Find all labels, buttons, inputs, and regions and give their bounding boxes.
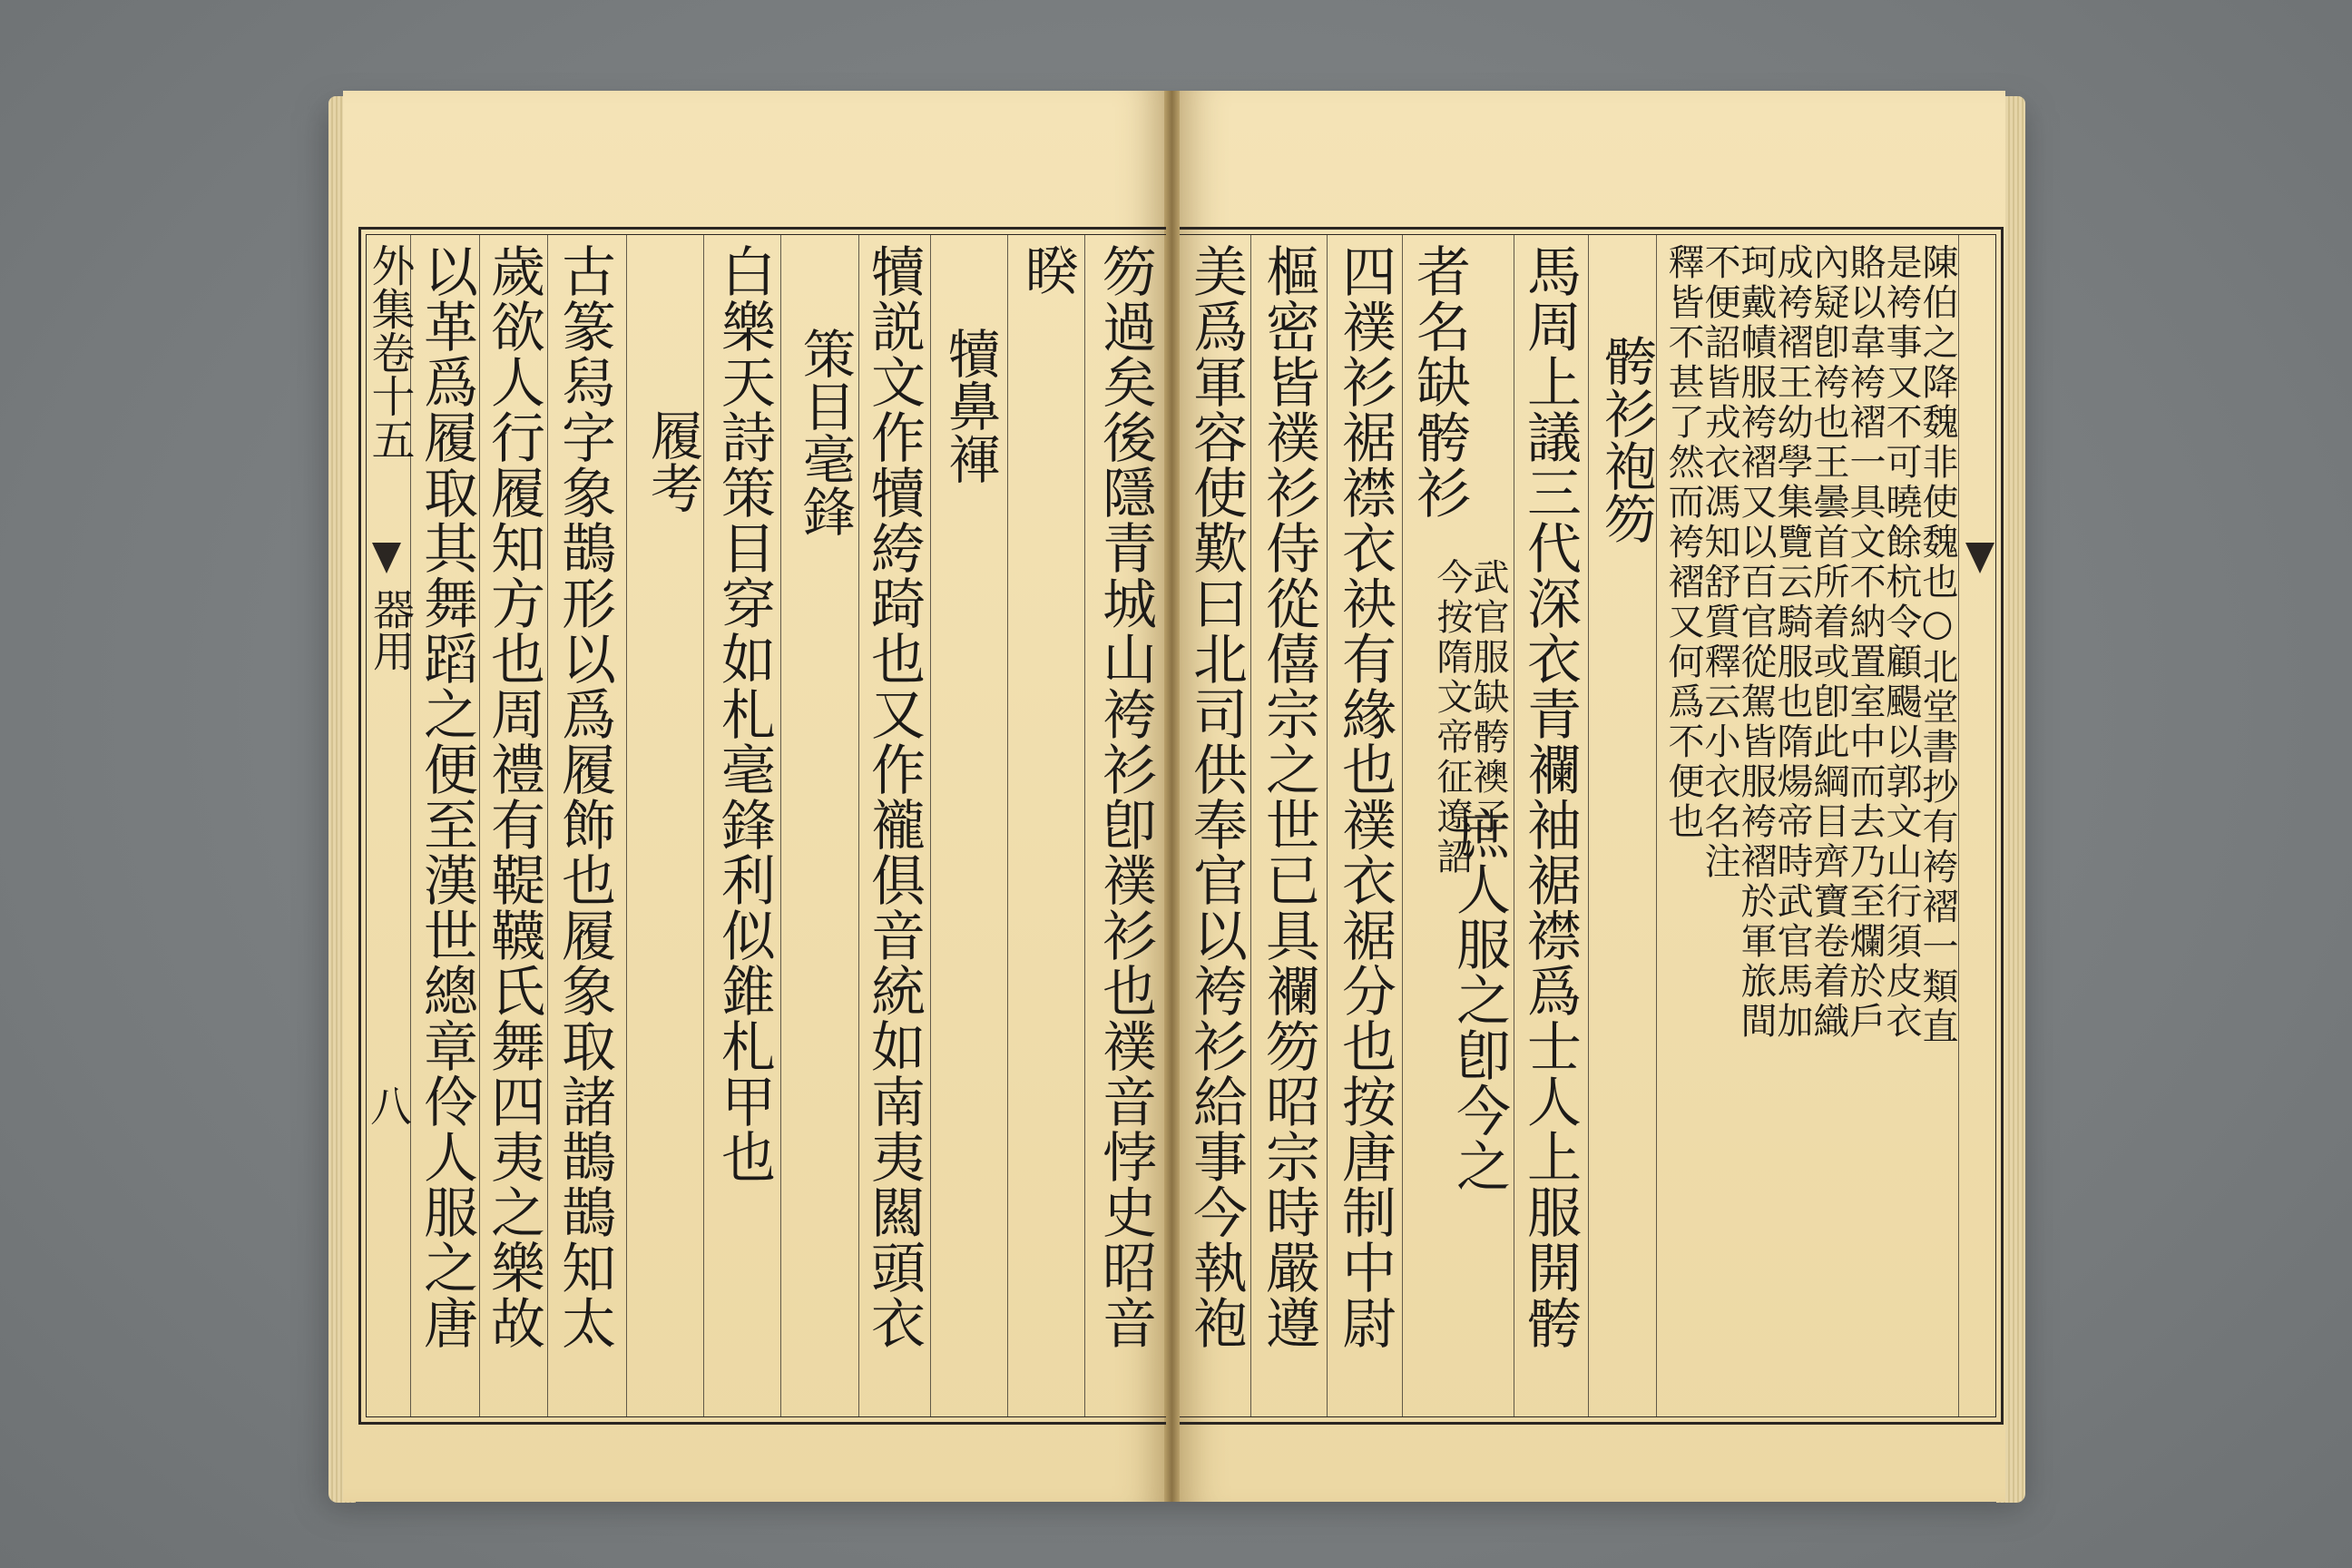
section-heading: 骻衫袍笏 — [1595, 334, 1657, 544]
column-rule — [780, 234, 781, 1417]
text-column: 樞密皆襆衫侍從僖宗之世已具襴笏昭宗時嚴遵 — [1257, 243, 1320, 1350]
banxin-rule — [1958, 234, 1959, 1417]
column-rule — [479, 234, 480, 1417]
section-heading: 睽 — [1016, 243, 1078, 296]
section-heading: 犢鼻褌 — [939, 327, 1001, 485]
text-column: 庶人服之卽今之 — [1447, 806, 1511, 1193]
fish-tail-ornament — [1965, 543, 1994, 573]
margin-category: 器用 — [367, 588, 416, 671]
annotation-column: 珂戴幘服袴褶又以百官從駕皆服袴褶於軍旅間 — [1735, 243, 1777, 1042]
section-heading: 策目毫鋒 — [794, 327, 856, 537]
column-rule — [930, 234, 931, 1417]
book-gutter — [1164, 91, 1180, 1502]
annotation-column: 內疑卽袴也王曇首所着或卽此綱目齊寶卷着織 — [1808, 243, 1849, 1042]
text-column: 古篆舄字象鵲形以爲履飾也履象取諸鵲鵲知太 — [553, 243, 616, 1350]
margin-title: 外集卷十五 — [364, 243, 415, 461]
column-rule — [1402, 234, 1403, 1417]
text-column: 美爲軍容使歎曰北司供奉官以袴衫給事今執袍 — [1184, 243, 1248, 1350]
column-rule — [1656, 234, 1657, 1417]
column-rule — [1084, 234, 1085, 1417]
annotation-column: 是袴事又不可曉餘杭令顧颺以郭文山行須皮衣 — [1880, 243, 1922, 1042]
fish-tail-ornament — [372, 543, 401, 573]
text-column: 四襆衫裾襟衣袂有緣也襆衣裾分也按唐制中尉 — [1333, 243, 1396, 1350]
margin-page-number: 八 — [364, 1084, 413, 1126]
text-column: 笏過矣後隱青城山袴衫卽襆衫也襆音悖史昭音 — [1093, 243, 1157, 1350]
column-rule — [626, 234, 627, 1417]
annotation-column: 釋皆不甚了然而袴褶又何爲不便也 — [1662, 243, 1704, 842]
section-heading: 履考 — [642, 408, 703, 514]
column-rule — [1250, 234, 1251, 1417]
column-rule — [1007, 234, 1008, 1417]
text-column: 白樂天詩策目穿如札毫鋒利似錐札甲也 — [712, 243, 776, 1184]
column-rule — [1327, 234, 1328, 1417]
text-column: 者名缺骻衫 — [1407, 243, 1471, 520]
text-column: 犢説文作犢絝踦也又作襱俱音統如南夷闗頭衣 — [862, 243, 926, 1350]
column-rule — [703, 234, 704, 1417]
column-rule — [547, 234, 548, 1417]
annotation-column: 陳伯之降魏非使魏也○北堂書抄有袴褶一類直 — [1916, 243, 1958, 1047]
annotation-column: 不便詔皆戎衣馮知舒質釋云小衣名注 — [1699, 243, 1740, 882]
column-rule — [858, 234, 859, 1417]
text-column: 歲欲人行履知方也周禮有鞮韈氏舞四夷之樂故 — [482, 243, 545, 1350]
column-rule — [1588, 234, 1589, 1417]
annotation-column: 成袴褶王幼學集覽云騎服也隋煬帝時武官馬加 — [1771, 243, 1813, 1042]
text-column: 馬周上議三代深衣青襴袖裾襟爲士人上服開骻 — [1518, 243, 1582, 1350]
annotation-column: 武官服缺骻襖子 — [1467, 558, 1509, 838]
annotation-column: 今按隋文帝征遼詔 — [1431, 558, 1473, 877]
annotation-column: 賂以韋袴褶一具文不納置室中而去乃至爛於戶 — [1844, 243, 1886, 1042]
text-column: 以革爲履取其舞蹈之便至漢世總章伶人服之唐 — [415, 243, 478, 1350]
